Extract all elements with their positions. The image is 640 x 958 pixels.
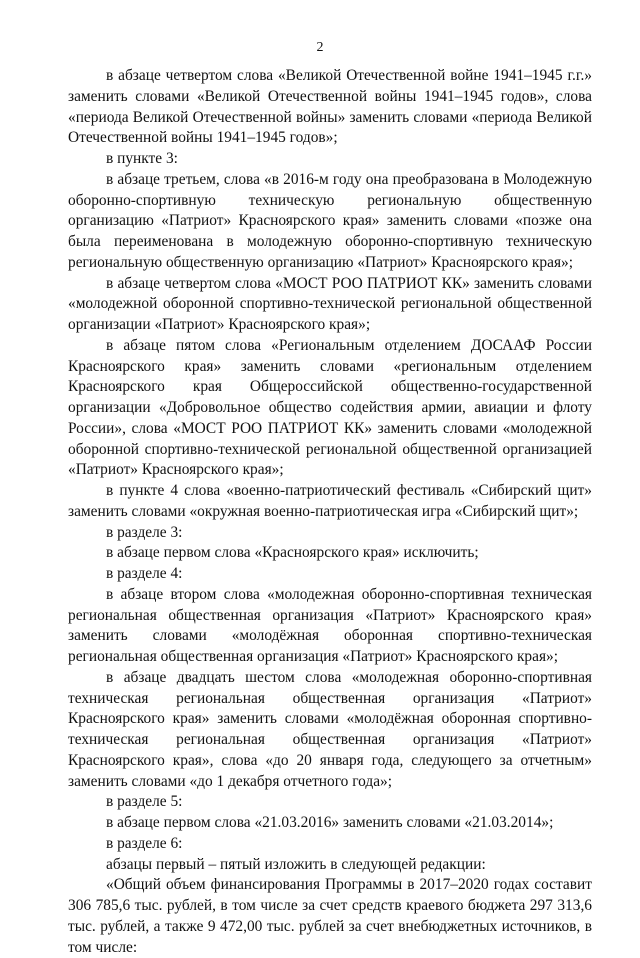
paragraph: в абзаце первом слова «21.03.2016» заменить словами «21.03.2014»; [106,814,554,831]
paragraph: в разделе 6: [106,834,183,852]
paragraph: в абзаце четвертом слова «МОСТ РОО ПАТРИОТ КК» заменить словами «молодежной оборонной спортивно-технической региональной общественной организации «Патриот» Красноярского края»; [68,274,592,333]
paragraph: в абзаце двадцать шестом слова «молодежная оборонно-спортивная техническая региональная общественная организация «Патриот» Красноярского края» заменить словами «молодёжная оборонная спортивно-техническая региональная общественная организация «Патриот» Красноярского края», слова «до 20 января года, следующего за отчетным» заменить словами «до 1 декабря отчетного года»; [68,668,592,790]
paragraph: в абзаце четвертом слова «Великой Отечественной войне 1941–1945 г.г.» заменить словами «Великой Отечественной войны 1941–1945 годов», слова «периода Великой Отечественной войны» заменить словами «периода Великой Отечественной войны 1941–1945 годов»; [68,67,592,147]
paragraph: в абзаце втором слова «молодежная оборонно-спортивная техническая региональная общественная организация «Патриот» Красноярского края» заменить словами «молодёжная оборонная спортивно-техническая региональная общественная организация «Патриот» Красноярского края»; [68,585,592,665]
paragraph: в разделе 5: [106,793,183,811]
page-number: 2 [316,40,324,55]
paragraph: в разделе 3: [106,523,183,541]
paragraph: в разделе 4: [106,565,183,582]
paragraph: в пункте 3: [106,150,178,167]
document-body [68,66,592,958]
paragraph: абзацы первый – пятый изложить в следующей редакции: [106,855,486,873]
paragraph: в абзаце третьем, слова «в 2016-м году она преобразована в Молодежную оборонно-спортивную техническую региональную общественную организацию «Патриот» Красноярского края» заменить словами «позже она была переименована в молодежную оборонно-спортивную техническую региональную общественную организацию «Патриот» Красноярского края»; [68,170,592,271]
paragraph: в абзаце первом слова «Красноярского края» исключить; [106,544,479,562]
paragraph: «Общий объем финансирования Программы в 2017–2020 годах составит 306 785,6 тыс. рублей, в том числе за счет средств краевого бюджета 297 313,6 тыс. рублей, а также 9 472,00 тыс. рублей за счет внебюджетных источников, в том числе: [68,876,592,956]
paragraph: в абзаце пятом слова «Региональным отделением ДОСААФ России Красноярского края» заменить словами «региональным отделением Красноярского края Общероссийской общественно-государственной организации «Добровольное общество содействия армии, авиации и флоту России», слова «МОСТ РОО ПАТРИОТ КК» заменить словами «молодежной оборонной спортивно-технической региональной общественной организацией «Патриот» Красноярского края»; [68,336,592,479]
paragraph: в пункте 4 слова «военно-патриотический фестиваль «Сибирский щит» заменить словами «окружная военно-патриотическая игра «Сибирский щит»; [68,482,592,520]
